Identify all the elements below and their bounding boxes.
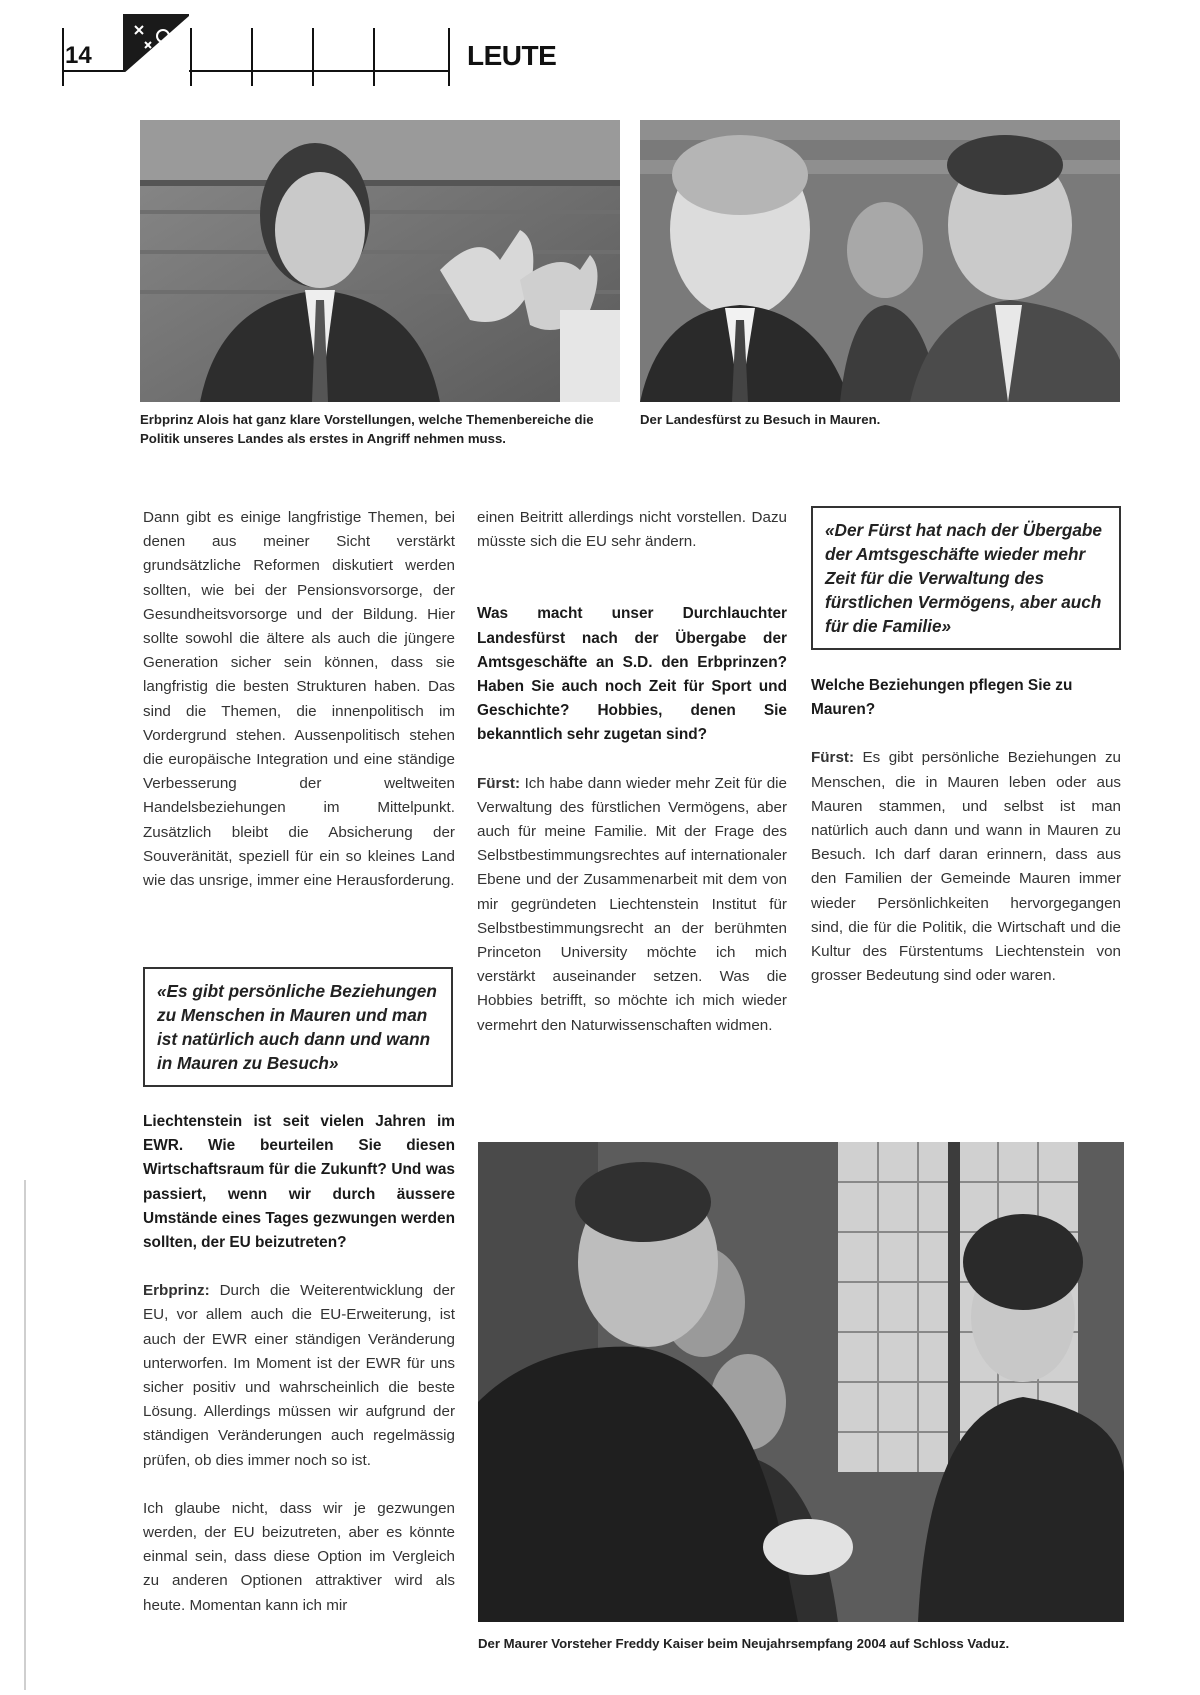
page-edge-rule: [24, 1180, 26, 1690]
interview-answer: [477, 772, 787, 1038]
column-1: [143, 506, 455, 893]
header-baseline: [62, 70, 450, 72]
answer-text: Es gibt persönliche Beziehungen zu Menschen, die in Mauren leben oder aus Mauren stammen, und selbst ist man natürlich auch dann und wann in Mauren zu Besuch. Ich darf daran erinnern, dass aus den Familien der Gemeinde Mauren immer wieder Persönlichkeiten hervorgegangen sind, die für die Politik, die Wirtschaft und die Kultur des Fürstentums Liechtenstein von grosser Bedeutung sind oder waren.: [811, 749, 1121, 985]
header-divider: [62, 28, 64, 86]
section-title: LEUTE: [467, 40, 557, 71]
magazine-logo-icon: [123, 14, 189, 72]
answer-text: Ich habe dann wieder mehr Zeit für die Verwaltung des fürstlichen Vermögens, aber auch für meine Familie. Mit der Frage des Selbstbestimmungsrechtes auf internationaler Ebene und der Zusammenarbeit mit dem von mir gegründeten Liechtenstein Institut für Selbstbestimmungsrecht an der berühmten Princeton University möchte ich mich verstärkt auseinander setzen. Was die Hobbies betrifft, so möchte ich mich wieder vermehrt den Naturwissenschaften widmen.: [477, 774, 787, 1034]
interview-answer: [811, 746, 1121, 988]
column-3: [811, 674, 1121, 988]
pull-quote-1: «Es gibt persönliche Beziehungen zu Menschen in Mauren und man ist natürlich auch dann und wann in Mauren zu Besuch»: [143, 967, 453, 1087]
header-divider: [251, 28, 253, 86]
page-number: 14: [65, 42, 92, 69]
caption-bottom: Der Maurer Vorsteher Freddy Kaiser beim Neujahrsempfang 2004 auf Schloss Vaduz.: [478, 1636, 1010, 1651]
header-divider: [448, 28, 450, 86]
answer-text: Durch die Weiterentwicklung der EU, vor allem auch die EU-Erweiterung, ist auch der EWR einer ständigen Veränderung unterworfen. Im Moment ist der EWR für uns sicher positiv und wahrscheinlich die beste Lösung. Allerdings müssen wir aufgrund der ständigen Veränderungen auch regelmässig prüfen, ob dies immer noch so ist.: [143, 1282, 455, 1469]
speaker-label: Fürst:: [477, 774, 521, 792]
column-1-lower: [143, 1110, 455, 1618]
header-divider: [373, 28, 375, 86]
interview-question: Was macht unser Durchlauchter Landesfürst nach der Übergabe der Amtsgeschäfte an S.D. den Erbprinzen? Haben Sie auch noch Zeit für Sport und Geschichte? Hobbies, denen Sie bekanntlich sehr zugetan sind?: [477, 605, 787, 744]
caption-top-right: Der Landesfürst zu Besuch in Mauren.: [640, 412, 881, 427]
header-divider: [312, 28, 314, 86]
header-divider: [190, 28, 192, 86]
interview-question: Welche Beziehungen pflegen Sie zu Mauren?: [811, 677, 1073, 719]
photo-neujahrsempfang: [478, 1142, 1124, 1622]
body-paragraph: Ich glaube nicht, dass wir je gezwungen werden, der EU beizutreten, aber es könnte einmal sein, dass diese Option im Vergleich zu anderen Optionen attraktiver wird als heute. Momentan kann ich mir: [143, 1499, 455, 1614]
body-paragraph: einen Beitritt allerdings nicht vorstellen. Dazu müsste sich die EU sehr ändern.: [477, 509, 787, 551]
photo-landesfuerst-mauren: [640, 120, 1120, 402]
body-paragraph: Dann gibt es einige langfristige Themen, bei denen aus meiner Sicht verstärkt grundsätzliche Reformen diskutiert werden sollten, wie bei der Pensionsvorsorge, der Gesundheitsvorsorge und der Bildung. Hier sollte sowohl die ältere als auch die jüngere Generation sicher sein können, dass sie langfristig die besten Strukturen haben. Das sind die Themen, die innenpolitisch im Vordergrund stehen. Aussenpolitisch stehen die europäische Integration und eine ständige Verbesserung der weltweiten Handelsbeziehungen im Mittelpunkt. Zusätzlich bleibt die Absicherung der Souveränität, speziell für ein so kleines Land wie das unsrige, immer eine Herausforderung.: [143, 509, 455, 890]
speaker-label: Fürst:: [811, 749, 855, 767]
header-bar: [62, 14, 448, 72]
pull-quote-2: «Der Fürst hat nach der Übergabe der Amtsgeschäfte wieder mehr Zeit für die Verwaltung des fürstlichen Vermögens, aber auch für die Familie»: [811, 506, 1121, 650]
interview-answer: [143, 1279, 455, 1473]
speaker-label: Erbprinz:: [143, 1282, 210, 1300]
photo-erbprinz-alois: [140, 120, 620, 402]
column-2: [477, 506, 787, 1038]
caption-top-left: Erbprinz Alois hat ganz klare Vorstellungen, welche Themenbereiche die Politik unseres Landes als erstes in Angriff nehmen muss.: [140, 412, 594, 446]
interview-question: Liechtenstein ist seit vielen Jahren im EWR. Wie beurteilen Sie diesen Wirtschaftsraum für die Zukunft? Und was passiert, wenn wir durch äussere Umstände eines Tages gezwungen werden sollten, der EU beizutreten?: [143, 1113, 455, 1252]
